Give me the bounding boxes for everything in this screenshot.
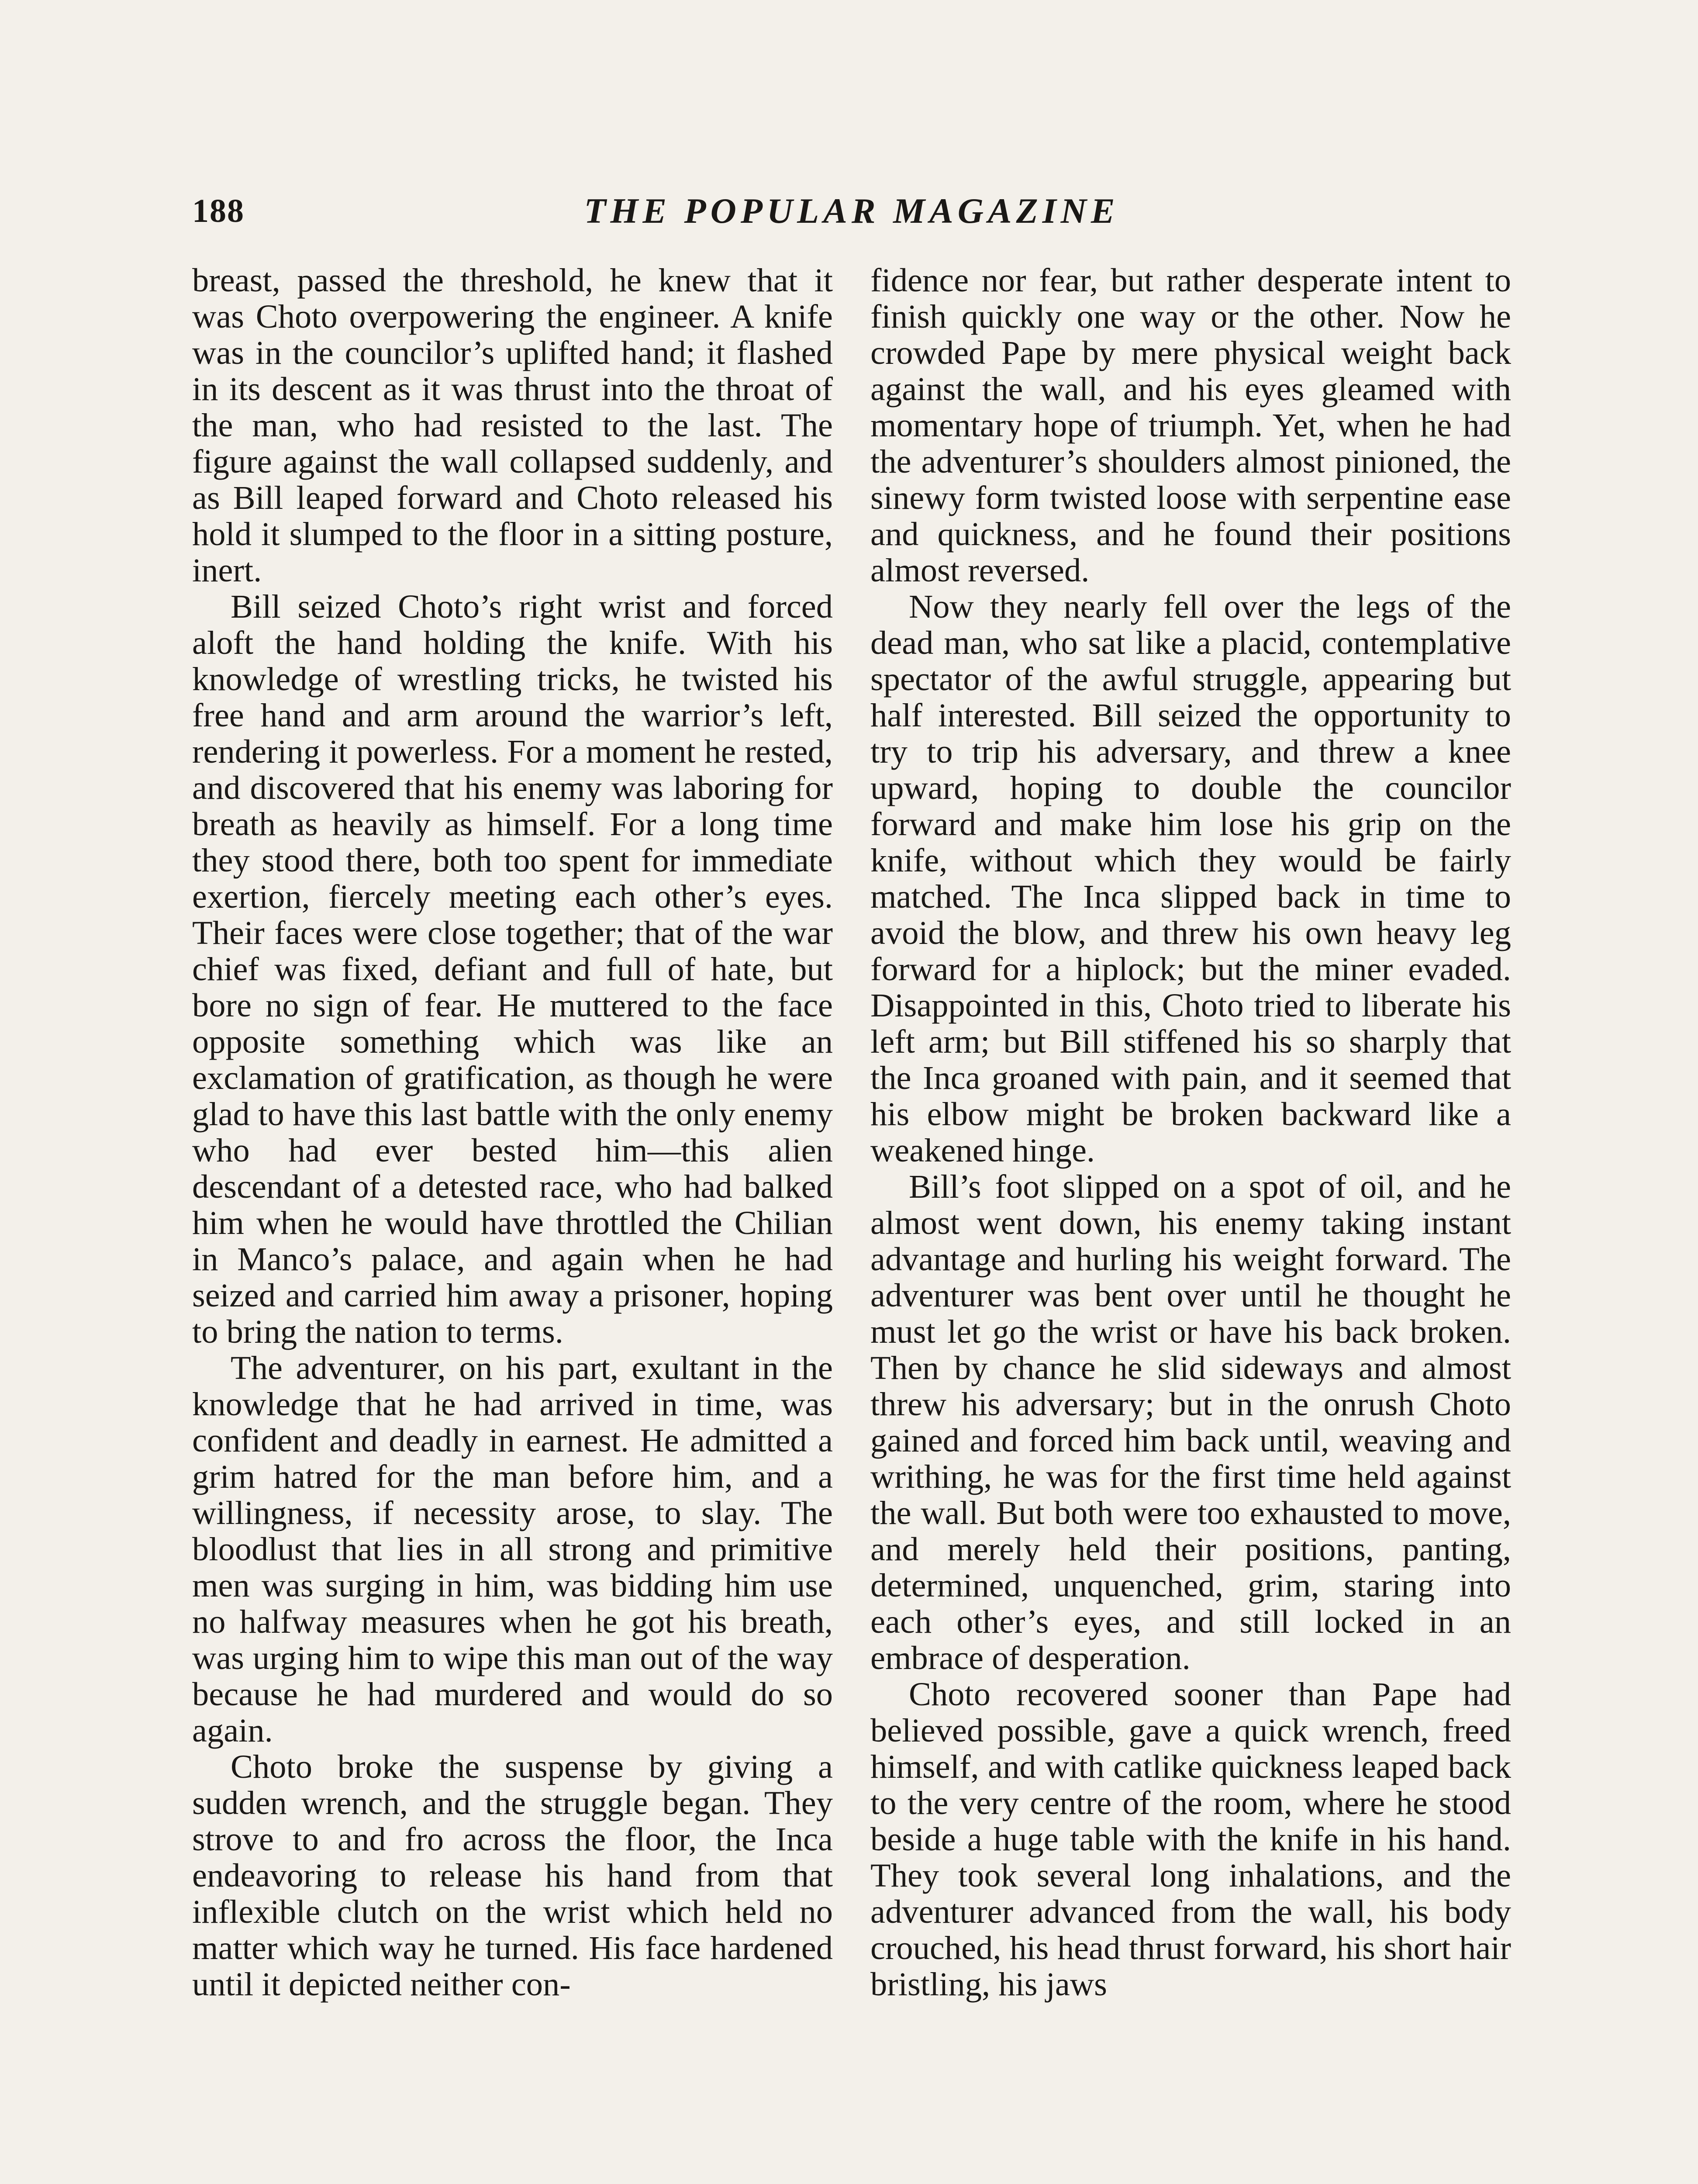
right-column bbox=[870, 262, 1511, 2184]
paragraph: Choto recovered sooner than Pape had believed possible, gave a quick wrench, freed himself, and with catlike quickness leaped back to the very centre of the room, where he stood beside a huge table with the knife in his hand. They took several long inhalations, and the adventurer advanced from the wall, his body crouched, his head thrust forward, his short hair bristling, his jaws bbox=[870, 1676, 1511, 2003]
running-title: THE POPULAR MAGAZINE bbox=[584, 191, 1119, 231]
page-header bbox=[192, 183, 1511, 236]
left-column bbox=[192, 262, 833, 2184]
paragraph: fidence nor fear, but rather desperate intent to finish quickly one way or the other. Now he crowded Pape by mere physical weight back against the wall, and his eyes gleamed with momentary hope of triumph. Yet, when he had the adventurer’s shoulders almost pinioned, the sinewy form twisted loose with serpentine ease and quickness, and he found their positions almost reversed. bbox=[870, 262, 1511, 589]
paragraph: breast, passed the threshold, he knew that it was Choto overpowering the engineer. A knife was in the councilor’s uplifted hand; it flashed in its descent as it was thrust into the throat of the man, who had resisted to the last. The figure against the wall collapsed suddenly, and as Bill leaped forward and Choto released his hold it slumped to the floor in a sitting posture, inert. bbox=[192, 262, 833, 589]
paragraph: Bill seized Choto’s right wrist and forced aloft the hand holding the knife. With his knowledge of wrestling tricks, he twisted his free hand and arm around the warrior’s left, rendering it powerless. For a moment he rested, and discovered that his enemy was laboring for breath as heavily as himself. For a long time they stood there, both too spent for immediate exertion, fiercely meeting each other’s eyes. Their faces were close together; that of the war chief was fixed, defiant and full of hate, but bore no sign of fear. He muttered to the face opposite something which was like an exclamation of gratification, as though he were glad to have this last battle with the only enemy who had ever bested him—this alien descendant of a detested race, who had balked him when he would have throttled the Chilian in Manco’s palace, and again when he had seized and carried him away a prisoner, hoping to bring the nation to terms. bbox=[192, 588, 833, 1350]
paragraph: Now they nearly fell over the legs of the dead man, who sat like a placid, contemplative spectator of the awful struggle, appearing but half interested. Bill seized the opportunity to try to trip his adversary, and threw a knee upward, hoping to double the councilor forward and make him lose his grip on the knife, without which they would be fairly matched. The Inca slipped back in time to avoid the blow, and threw his own heavy leg forward for a hiplock; but the miner evaded. Disappointed in this, Choto tried to liberate his left arm; but Bill stiffened his so sharply that the Inca groaned with pain, and it seemed that his elbow might be broken backward like a weakened hinge. bbox=[870, 588, 1511, 1169]
paragraph: Bill’s foot slipped on a spot of oil, and he almost went down, his enemy taking instant advantage and hurling his weight forward. The adventurer was bent over until he thought he must let go the wrist or have his back broken. Then by chance he slid sideways and almost threw his adversary; but in the onrush Choto gained and forced him back until, weaving and writhing, he was for the first time held against the wall. But both were too exhausted to move, and merely held their positions, panting, determined, unquenched, grim, staring into each other’s eyes, and still locked in an embrace of desperation. bbox=[870, 1168, 1511, 1676]
page-number: 188 bbox=[192, 193, 245, 229]
paragraph: The adventurer, on his part, exultant in the knowledge that he had arrived in time, was confident and deadly in earnest. He admitted a grim hatred for the man before him, and a willingness, if necessity arose, to slay. The bloodlust that lies in all strong and primitive men was surging in him, was bidding him use no halfway measures when he got his breath, was urging him to wipe this man out of the way because he had murdered and would do so again. bbox=[192, 1349, 833, 1749]
paragraph: Choto broke the suspense by giving a sudden wrench, and the struggle began. They strove to and fro across the floor, the Inca endeavoring to release his hand from that inflexible clutch on the wrist which held no matter which way he turned. His face hardened until it depicted neither con- bbox=[192, 1748, 833, 2003]
